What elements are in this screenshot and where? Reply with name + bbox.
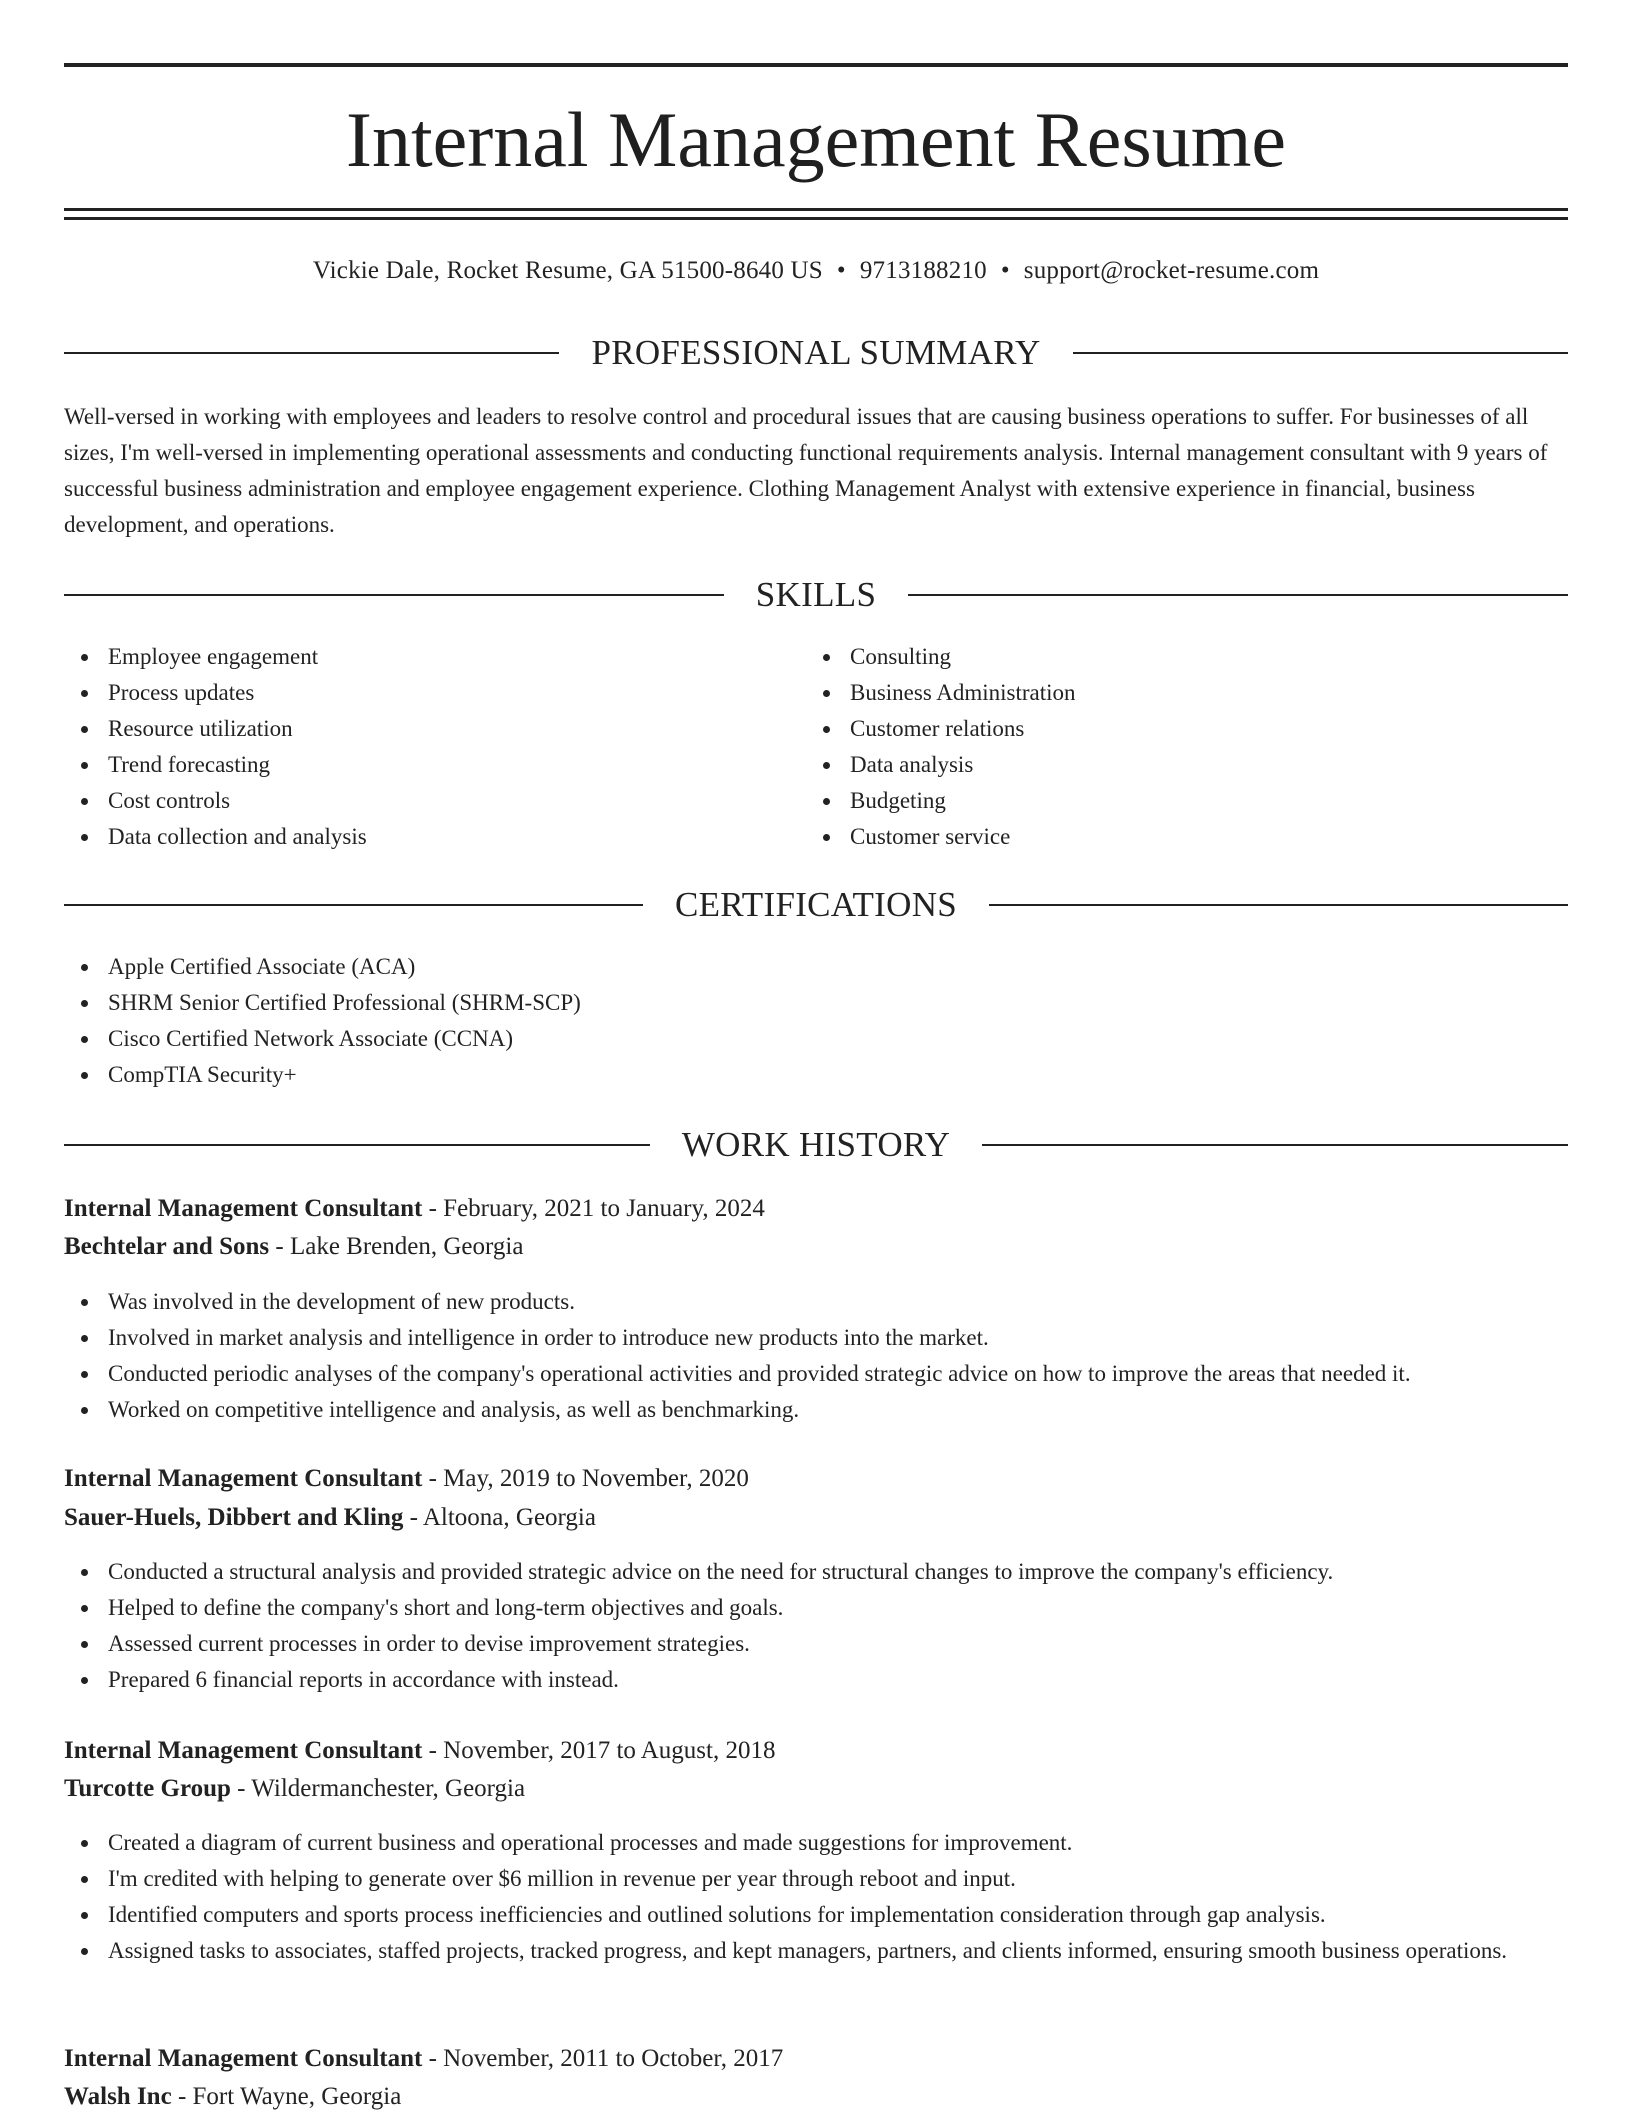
contact-separator: •: [836, 257, 846, 284]
job-company: Turcotte Group: [64, 1775, 231, 1802]
job-bullet: Involved in market analysis and intelligence in order to introduce new products into the market.: [64, 1320, 1568, 1356]
skill-item: Budgeting: [806, 783, 1546, 819]
job-title: Internal Management Consultant: [64, 1195, 423, 1222]
certification-item: CompTIA Security+: [64, 1057, 1568, 1093]
skills-list-right: [806, 639, 1546, 855]
job-title: Internal Management Consultant: [64, 1737, 423, 1764]
certifications-list: [64, 949, 1568, 1093]
certification-item: Cisco Certified Network Associate (CCNA): [64, 1021, 1568, 1057]
dash: -: [171, 2083, 193, 2110]
heading-rule: [64, 904, 643, 906]
job-company-line: [64, 1228, 523, 1266]
job-title-line: [64, 1190, 765, 1228]
skills-heading: [64, 573, 1568, 617]
contact-email: support@rocket-resume.com: [1023, 257, 1320, 284]
summary-text: Well-versed in working with employees and leaders to resolve control and procedural issues that are causing business operations to suffer. For businesses of all sizes, I'm well-versed in implementing operational assessments and conducting functional requirements analysis. Internal management consultant with 9 years of successful business administration and employee engagement experience. Clothing Management Analyst with extensive experience in financial, business development, and operations.: [64, 404, 1548, 537]
job-bullet: Conducted periodic analyses of the company's operational activities and provided strategic advice on how to improve the areas that needed it.: [64, 1356, 1568, 1392]
heading-rule: [908, 594, 1568, 596]
job-bullets: [64, 1284, 1568, 1428]
dash: -: [422, 1465, 444, 1492]
skill-item: Process updates: [64, 675, 804, 711]
skill-item: Data collection and analysis: [64, 819, 804, 855]
heading-rule: [64, 1144, 650, 1146]
skill-item: Consulting: [806, 639, 1546, 675]
job-location: Wildermanchester, Georgia: [251, 1775, 526, 1802]
job-bullet: Identified computers and sports process inefficiencies and outlined solutions for implementation consideration through gap analysis.: [64, 1897, 1544, 1933]
job-dates: February, 2021 to January, 2024: [443, 1195, 765, 1222]
dash: -: [269, 1233, 290, 1260]
job-bullet: Created a diagram of current business and operational processes and made suggestions for improvement.: [64, 1825, 1544, 1861]
heading-rule: [982, 1144, 1568, 1146]
job-bullet: I'm credited with helping to generate over $6 million in revenue per year through reboot and input.: [64, 1861, 1544, 1897]
skill-item: Trend forecasting: [64, 747, 804, 783]
certifications-heading-label: CERTIFICATIONS: [674, 885, 958, 924]
resume-page: [64, 0, 1568, 2112]
resume-title: Internal Management Resume: [346, 96, 1286, 183]
skills-heading-label: SKILLS: [755, 575, 877, 614]
summary-heading: [64, 331, 1568, 375]
job-location: Altoona, Georgia: [422, 1504, 596, 1531]
job-company-line: [64, 1770, 525, 1808]
skill-item: Data analysis: [806, 747, 1546, 783]
job-bullet: Assessed current processes in order to devise improvement strategies.: [64, 1626, 1568, 1662]
job-bullet: Assigned tasks to associates, staffed projects, tracked progress, and kept managers, partners, and clients informed, ensuring smooth business operations.: [64, 1933, 1544, 1969]
job-bullets: [64, 1554, 1568, 1698]
title-double-rule: [64, 208, 1568, 220]
heading-rule: [64, 352, 559, 354]
job-bullet: Was involved in the development of new products.: [64, 1284, 1568, 1320]
certification-item: Apple Certified Associate (ACA): [64, 949, 1568, 985]
skill-item: Cost controls: [64, 783, 804, 819]
job-dates: November, 2011 to October, 2017: [443, 2045, 784, 2072]
dash: -: [422, 1737, 444, 1764]
contact-separator: •: [1000, 257, 1010, 284]
job-company-line: [64, 2078, 401, 2116]
skill-item: Business Administration: [806, 675, 1546, 711]
job-dates: May, 2019 to November, 2020: [443, 1465, 749, 1492]
heading-rule: [989, 904, 1568, 906]
job-title-line: [64, 1732, 775, 1770]
job-title: Internal Management Consultant: [64, 2045, 423, 2072]
skill-item: Customer relations: [806, 711, 1546, 747]
job-bullet: Worked on competitive intelligence and analysis, as well as benchmarking.: [64, 1392, 1568, 1428]
skills-list-left: [64, 639, 804, 855]
top-rule: [64, 63, 1568, 67]
work-history-heading: [64, 1123, 1568, 1167]
job-title-line: [64, 2040, 783, 2078]
work-history-heading-label: WORK HISTORY: [681, 1125, 951, 1164]
skill-item: Resource utilization: [64, 711, 804, 747]
certifications-heading: [64, 883, 1568, 927]
job-company: Walsh Inc: [64, 2083, 172, 2110]
contact-address: Vickie Dale, Rocket Resume, GA 51500-8640 US: [312, 257, 823, 284]
heading-rule: [1073, 352, 1568, 354]
job-bullets: [64, 1825, 1544, 1969]
job-location: Fort Wayne, Georgia: [192, 2083, 402, 2110]
job-title-line: [64, 1460, 749, 1498]
skill-item: Employee engagement: [64, 639, 804, 675]
contact-phone: 9713188210: [859, 257, 987, 284]
job-title: Internal Management Consultant: [64, 1465, 423, 1492]
job-location: Lake Brenden, Georgia: [289, 1233, 524, 1260]
heading-rule: [64, 594, 724, 596]
dash: -: [422, 2045, 444, 2072]
contact-line: [64, 254, 1568, 288]
job-bullet: Conducted a structural analysis and provided strategic advice on the need for structural changes to improve the company's efficiency.: [64, 1554, 1568, 1590]
skill-item: Customer service: [806, 819, 1546, 855]
certification-item: SHRM Senior Certified Professional (SHRM-SCP): [64, 985, 1568, 1021]
job-company-line: [64, 1499, 596, 1537]
job-dates: November, 2017 to August, 2018: [443, 1737, 776, 1764]
dash: -: [230, 1775, 252, 1802]
summary-heading-label: PROFESSIONAL SUMMARY: [591, 333, 1041, 372]
job-bullet: Helped to define the company's short and long-term objectives and goals.: [64, 1590, 1568, 1626]
job-company: Bechtelar and Sons: [64, 1233, 270, 1260]
job-bullet: Prepared 6 financial reports in accordance with instead.: [64, 1662, 1568, 1698]
dash: -: [422, 1195, 444, 1222]
job-company: Sauer-Huels, Dibbert and Kling: [64, 1504, 404, 1531]
dash: -: [403, 1504, 423, 1531]
